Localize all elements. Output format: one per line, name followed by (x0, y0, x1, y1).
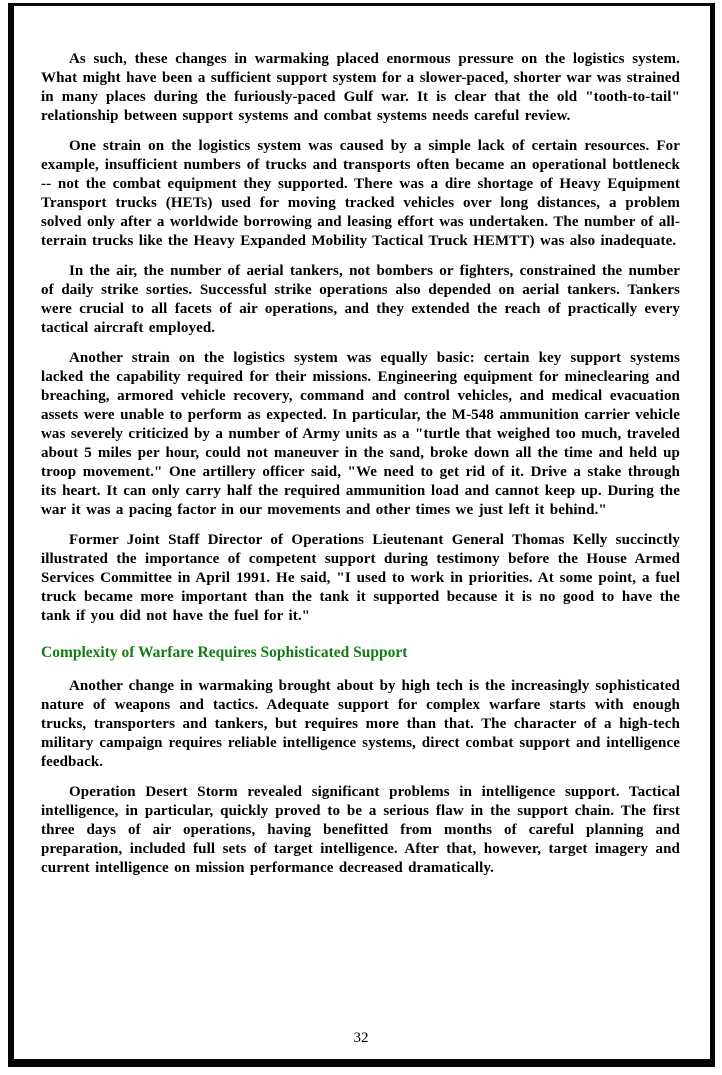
paragraph: In the air, the number of aerial tankers, not bombers or fighters, constrained the number of daily strike sorties. Successful strike operations also depended on aerial tankers. Tankers were crucial to all facets of air operations, and they extended the reach of practically every tactical aircraft employed. (41, 263, 680, 336)
section-heading: Complexity of Warfare Requires Sophisticated Support (41, 644, 408, 661)
paragraph: One strain on the logistics system was caused by a simple lack of certain resources. For example, insufficient numbers of trucks and transports often became an operational bottleneck -- not the combat equipment they supported. There was a dire shortage of Heavy Equipment Transport trucks (HETs) used for moving tracked vehicles over long distances, a problem solved only after a worldwide borrowing and leasing effort was undertaken. The number of all-terrain trucks like the Heavy Expanded Mobility Tactical Truck HEMTT) was also inadequate. (41, 138, 680, 249)
paragraph: Another strain on the logistics system was equally basic: certain key support systems lacked the capability required for their missions. Engineering equipment for mineclearing and breaching, armored vehicle recovery, command and control vehicles, and medical evacuation assets were unable to perform as expected. In particular, the M-548 ammunition carrier vehicle was severely criticized by a number of Army units as a "turtle that weighed too much, traveled about 5 miles per hour, could not maneuver in the sand, broke down all the time and held up troop movement." One artillery officer said, "We need to get rid of it. Drive a stake through its heart. It can only carry half the required ammunition load and cannot keep up. During the war it was a pacing factor in our movements and other times we just left it behind." (41, 350, 680, 518)
document-content (41, 50, 680, 889)
paragraph: As such, these changes in warmaking placed enormous pressure on the logistics system. What might have been a sufficient support system for a slower-paced, shorter war was strained in many places during the furiously-paced Gulf war. It is clear that the old "tooth-to-tail" relationship between support systems and combat systems needs careful review. (41, 51, 680, 124)
paragraph: Another change in warmaking brought about by high tech is the increasingly sophisticated nature of weapons and tactics. Adequate support for complex warfare starts with enough trucks, transporters and tankers, but requires more than that. The character of a high-tech military campaign requires reliable intelligence systems, direct combat support and intelligence feedback. (41, 678, 680, 770)
paragraph: Former Joint Staff Director of Operations Lieutenant General Thomas Kelly succinctly illustrated the importance of competent support during testimony before the House Armed Services Committee in April 1991. He said, "I used to work in priorities. At some point, a fuel truck became more important than the tank it supported because it is no good to have the tank if you did not have the fuel for it." (41, 532, 680, 624)
page-number: 32 (353, 1030, 369, 1046)
paragraph: Operation Desert Storm revealed significant problems in intelligence support. Tactical intelligence, in particular, quickly proved to be a serious flaw in the support chain. The first three days of air operations, having benefitted from months of careful planning and preparation, included full sets of target intelligence. After that, however, target imagery and current intelligence on mission performance decreased dramatically. (41, 784, 680, 876)
